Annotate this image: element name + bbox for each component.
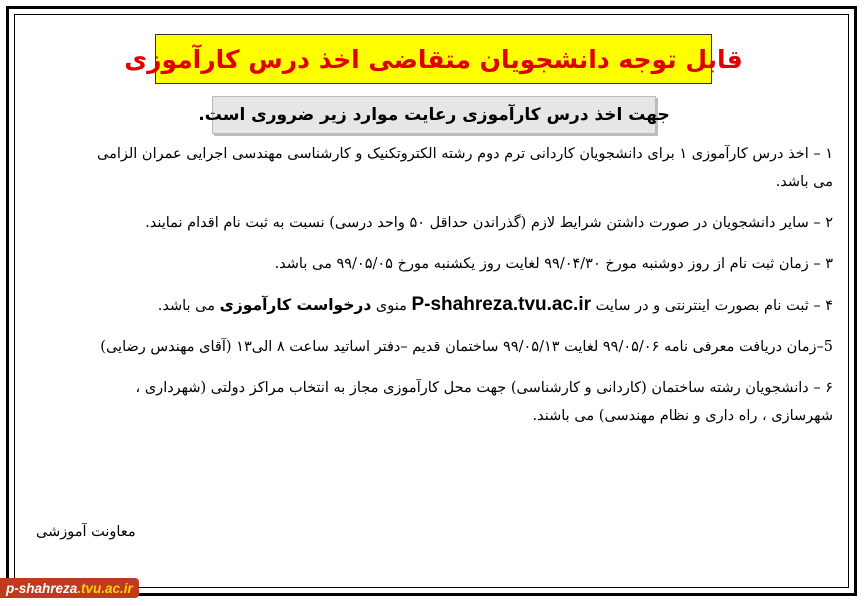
signature: معاونت آموزشی <box>36 524 136 540</box>
watermark-domain: .tvu.ac.ir <box>77 580 133 596</box>
list-item-3 <box>30 250 833 278</box>
item-6-line-1: ۶ – دانشجویان رشته ساختمان (کاردانی و کارشناسی) جهت محل کارآموزی مجاز به انتخاب مراکز دولتی (شهرداری ، <box>135 380 833 396</box>
subtitle-banner <box>198 96 670 134</box>
item-5-text: 5–زمان دریافت معرفی نامه ۹۹/۰۵/۰۶ لغایت ۹۹/۰۵/۱۳ ساختمان قدیم –دفتر اساتید ساعت ۸ الی۱۳ (آقای مهندس رضایی) <box>100 339 833 355</box>
registration-site-link[interactable]: P-shahreza.tvu.ac.ir <box>411 294 592 315</box>
list-item-2 <box>30 209 833 237</box>
page-subtitle: جهت اخذ درس کارآموزی رعایت موارد زیر ضروری است. <box>198 105 670 125</box>
list-item-1 <box>30 140 833 196</box>
watermark-prefix: p-shahreza <box>6 580 78 596</box>
item-3-text: ۳ – زمان ثبت نام از روز دوشنبه مورخ ۹۹/۰۴/۳۰ لغایت روز یکشنبه مورخ ۹۹/۰۵/۰۵ می باشد. <box>274 256 833 272</box>
list-item-5 <box>30 333 833 361</box>
list-item-6 <box>30 374 833 430</box>
list-item-4 <box>30 291 833 320</box>
requirements-list <box>30 140 833 443</box>
page-title: قابل توجه دانشجویان متقاضی اخذ درس کارآموزی <box>124 44 743 74</box>
item-2-text: ۲ – سایر دانشجویان در صورت داشتن شرایط لازم (گذراندن حداقل ۵۰ واحد درسی) نسبت به ثبت نام اقدام نمایند. <box>145 215 833 231</box>
item-4-suffix: می باشد. <box>157 298 216 314</box>
item-1-line-1: ۱ – اخذ درس کارآموزی ۱ برای دانشجویان کاردانی ترم دوم رشته الکتروتکنیک و کارشناسی مهندسی اجرایی عمران الزامی <box>96 146 833 162</box>
item-4-menu-word: منوی <box>375 298 407 314</box>
title-banner <box>124 34 743 84</box>
item-6-line-2: شهرسازی ، راه داری و نظام مهندسی) می باشند. <box>532 408 833 424</box>
watermark-logo <box>0 578 139 598</box>
menu-name: درخواست کارآموزی <box>219 296 372 314</box>
item-1-line-2: می باشد. <box>775 174 833 190</box>
item-4-prefix: ۴ – ثبت نام بصورت اینترنتی و در سایت <box>595 298 833 314</box>
